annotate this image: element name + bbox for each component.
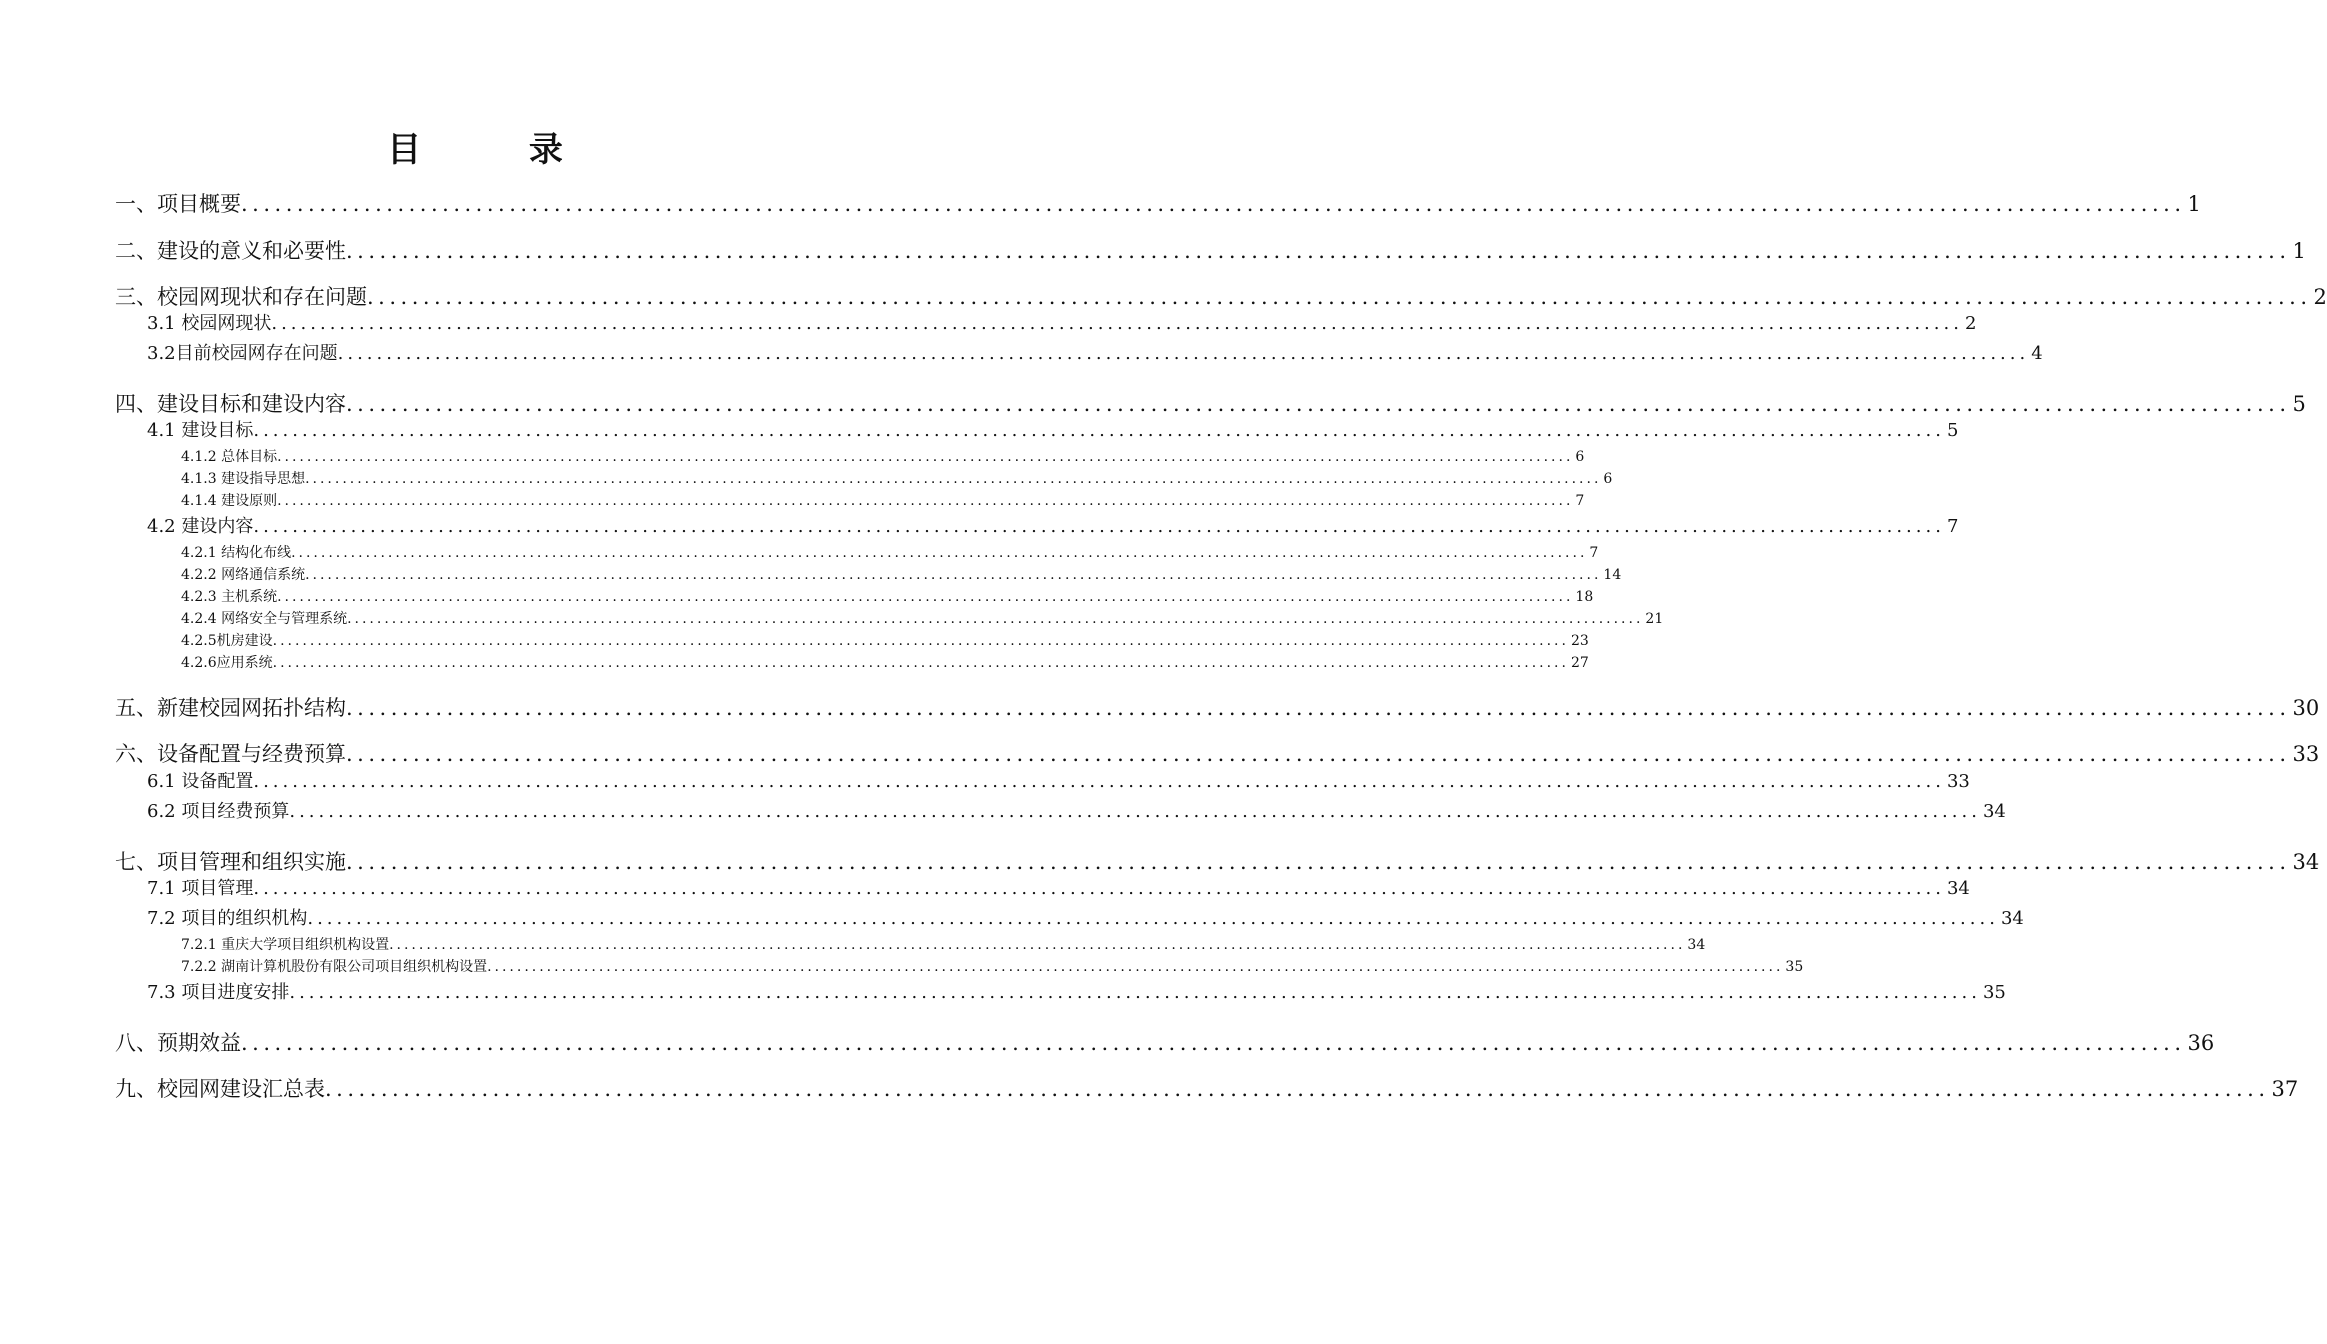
toc-page-number: 14 xyxy=(1603,567,1622,583)
toc-entry-title: 三、校园网现状和存在问题 xyxy=(115,285,367,309)
toc-entry-title: 7.2.2 湖南计算机股份有限公司项目组织机构设置 xyxy=(181,959,488,975)
toc-entry-title: 二、建设的意义和必要性 xyxy=(115,239,346,263)
toc-entry-title: 7.2 项目的组织机构 xyxy=(147,908,308,929)
toc-page-number: 7 xyxy=(1946,516,1959,537)
toc-entry[interactable] xyxy=(181,446,1585,466)
toc-entry[interactable] xyxy=(115,1027,2215,1057)
toc-entry[interactable] xyxy=(115,281,2327,311)
toc-leader-dots: .............................................................................................................................................................................. xyxy=(346,850,2291,874)
toc-page-number: 37 xyxy=(2271,1077,2299,1101)
toc-entry-title: 4.2 建设内容 xyxy=(147,516,254,537)
toc-entry-title: 4.2.1 结构化布线 xyxy=(181,545,292,561)
toc-page-number: 33 xyxy=(2292,742,2320,766)
toc-leader-dots: .............................................................................................................................................................................. xyxy=(346,742,2291,766)
toc-leader-dots: .............................................................................................................................................................................. xyxy=(241,192,2186,216)
toc-entry-title: 一、项目概要 xyxy=(115,192,241,216)
toc-entry[interactable] xyxy=(181,956,1804,976)
toc-entry-title: 4.2.5机房建设 xyxy=(181,633,273,649)
toc-entry[interactable] xyxy=(115,738,2320,768)
toc-entry-title: 3.1 校园网现状 xyxy=(147,313,272,334)
toc-page-number: 36 xyxy=(2187,1031,2215,1055)
toc-entry-title: 八、预期效益 xyxy=(115,1031,241,1055)
toc-entry-title: 4.1.3 建设指导思想 xyxy=(181,471,306,487)
toc-page-number: 23 xyxy=(1570,633,1589,649)
toc-page-number: 35 xyxy=(1982,982,2006,1003)
toc-entry-title: 7.1 项目管理 xyxy=(147,878,254,899)
toc-entry-title: 4.2.3 主机系统 xyxy=(181,589,278,605)
toc-leader-dots: .............................................................................................................................................................................. xyxy=(253,516,1945,537)
toc-leader-dots: .............................................................................................................................................................................. xyxy=(305,567,1602,583)
toc-leader-dots: .............................................................................................................................................................................. xyxy=(253,420,1945,441)
toc-leader-dots: .............................................................................................................................................................................. xyxy=(271,313,1963,334)
toc-entry-title: 4.2.2 网络通信系统 xyxy=(181,567,306,583)
toc-entry[interactable] xyxy=(115,188,2201,218)
toc-entry[interactable] xyxy=(147,874,1970,900)
toc-page-number: 2 xyxy=(2313,285,2327,309)
toc-entry[interactable] xyxy=(115,692,2320,722)
toc-leader-dots: .............................................................................................................................................................................. xyxy=(241,1031,2186,1055)
toc-entry[interactable] xyxy=(147,339,2043,365)
toc-leader-dots: .............................................................................................................................................................................. xyxy=(289,801,1981,822)
toc-page-number: 5 xyxy=(1946,420,1959,441)
page-title: 目 录 xyxy=(387,130,611,170)
toc-entry[interactable] xyxy=(181,542,1599,562)
toc-entry[interactable] xyxy=(147,797,2006,823)
toc-page-number: 6 xyxy=(1603,471,1613,487)
toc-leader-dots: .............................................................................................................................................................................. xyxy=(305,471,1602,487)
toc-page-number: 34 xyxy=(1946,878,1970,899)
toc-page-number: 7 xyxy=(1589,545,1599,561)
toc-page-number: 34 xyxy=(2000,908,2024,929)
toc-leader-dots: .............................................................................................................................................................................. xyxy=(289,982,1981,1003)
toc-leader-dots: .............................................................................................................................................................................. xyxy=(389,937,1686,953)
toc-leader-dots: .............................................................................................................................................................................. xyxy=(277,449,1574,465)
toc-page-number: 18 xyxy=(1575,589,1594,605)
toc-entry[interactable] xyxy=(147,416,1959,442)
toc-entry-title: 四、建设目标和建设内容 xyxy=(115,392,346,416)
toc-entry-title: 6.1 设备配置 xyxy=(147,771,254,792)
toc-entry[interactable] xyxy=(181,652,1589,672)
toc-entry-title: 4.1.2 总体目标 xyxy=(181,449,278,465)
toc-entry[interactable] xyxy=(181,608,1664,628)
toc-entry[interactable] xyxy=(147,512,1959,538)
toc-page-number: 1 xyxy=(2292,239,2306,263)
toc-entry[interactable] xyxy=(115,846,2320,876)
toc-leader-dots: .............................................................................................................................................................................. xyxy=(307,908,1999,929)
toc-entry-title: 七、项目管理和组织实施 xyxy=(115,850,346,874)
toc-leader-dots: .............................................................................................................................................................................. xyxy=(272,655,1569,671)
toc-page-number: 7 xyxy=(1575,493,1585,509)
toc-page-number: 35 xyxy=(1785,959,1804,975)
toc-leader-dots: .............................................................................................................................................................................. xyxy=(367,285,2312,309)
toc-leader-dots: .............................................................................................................................................................................. xyxy=(346,392,2291,416)
toc-leader-dots: .............................................................................................................................................................................. xyxy=(487,959,1784,975)
toc-page-number: 34 xyxy=(2292,850,2320,874)
toc-leader-dots: .............................................................................................................................................................................. xyxy=(253,771,1945,792)
toc-leader-dots: .............................................................................................................................................................................. xyxy=(346,696,2291,720)
toc-entry-title: 7.2.1 重庆大学项目组织机构设置 xyxy=(181,937,390,953)
toc-entry[interactable] xyxy=(181,564,1622,584)
toc-entry[interactable] xyxy=(181,468,1613,488)
toc-leader-dots: .............................................................................................................................................................................. xyxy=(337,343,2030,364)
toc-entry[interactable] xyxy=(147,767,1970,793)
toc-page-number: 27 xyxy=(1570,655,1589,671)
toc-page-number: 5 xyxy=(2292,392,2306,416)
toc-entry[interactable] xyxy=(115,1073,2299,1103)
toc-entry-title: 4.2.4 网络安全与管理系统 xyxy=(181,611,348,627)
toc-leader-dots: .............................................................................................................................................................................. xyxy=(325,1077,2270,1101)
toc-entry-title: 4.1.4 建设原则 xyxy=(181,493,278,509)
toc-page-number: 34 xyxy=(1982,801,2006,822)
toc-page-number: 6 xyxy=(1575,449,1585,465)
toc-entry-title: 六、设备配置与经费预算 xyxy=(115,742,346,766)
toc-leader-dots: .............................................................................................................................................................................. xyxy=(347,611,1644,627)
toc-entry-title: 3.2目前校园网存在问题 xyxy=(147,343,338,364)
toc-page-number: 21 xyxy=(1645,611,1664,627)
toc-entry[interactable] xyxy=(147,904,2024,930)
toc-page-number: 4 xyxy=(2031,343,2043,364)
toc-entry[interactable] xyxy=(115,388,2306,418)
toc-entry-title: 4.1 建设目标 xyxy=(147,420,254,441)
toc-leader-dots: .............................................................................................................................................................................. xyxy=(277,589,1574,605)
toc-leader-dots: .............................................................................................................................................................................. xyxy=(253,878,1945,899)
toc-leader-dots: .............................................................................................................................................................................. xyxy=(277,493,1574,509)
toc-entry-title: 4.2.6应用系统 xyxy=(181,655,273,671)
toc-leader-dots: .............................................................................................................................................................................. xyxy=(346,239,2291,263)
toc-entry[interactable] xyxy=(147,978,2006,1004)
toc-entry[interactable] xyxy=(181,934,1706,954)
toc-page-number: 1 xyxy=(2187,192,2201,216)
toc-entry[interactable] xyxy=(181,490,1585,510)
toc-page-number: 33 xyxy=(1946,771,1970,792)
toc-entry-title: 五、新建校园网拓扑结构 xyxy=(115,696,346,720)
toc-leader-dots: .............................................................................................................................................................................. xyxy=(272,633,1569,649)
toc-page-number: 34 xyxy=(1687,937,1706,953)
toc-entry-title: 7.3 项目进度安排 xyxy=(147,982,290,1003)
toc-leader-dots: .............................................................................................................................................................................. xyxy=(291,545,1588,561)
toc-entry[interactable] xyxy=(115,235,2306,265)
toc-entry-title: 6.2 项目经费预算 xyxy=(147,801,290,822)
toc-entry[interactable] xyxy=(181,586,1594,606)
toc-entry[interactable] xyxy=(181,630,1589,650)
toc-page-number: 2 xyxy=(1964,313,1977,334)
toc-page-number: 30 xyxy=(2292,696,2320,720)
toc-entry-title: 九、校园网建设汇总表 xyxy=(115,1077,325,1101)
toc-entry[interactable] xyxy=(147,309,1977,335)
